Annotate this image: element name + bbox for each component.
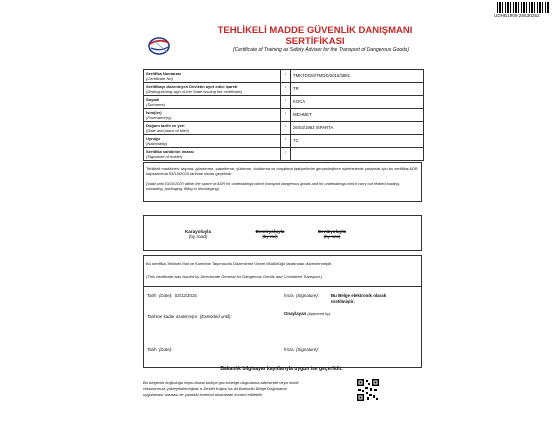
- field-colon: :: [281, 70, 291, 83]
- field-colon: :: [281, 135, 291, 148]
- transport-road: Karayoluyla (by road): [184, 229, 212, 239]
- field-label: İsim(ler) (Forename(s)): [144, 109, 281, 122]
- date-label: Tarih (Date): 03/12/2015: [147, 293, 197, 298]
- signature-label-2: İmza (Signature):: [284, 347, 319, 352]
- verification-text: Bu belgenin doğruluğu https://www.turkiye.gov.tr/belge-dogrulama adresinde veya mobil cihazlarınıza yükleyebileceğiniz e-Devlet Kapısı'na ait Barkodlu Belge Doğrulama uygulaması vasıtası ile yandaki karekod okutularak kontrol edilebilir: [143, 380, 299, 397]
- issuer-text-tr: Bu sertifika,Tehlikeli Mal ve Kombine Taşımacılık Düzenleme Genel Müdürlüğü tarafından düzenlenmiştir.: [146, 261, 333, 266]
- field-label: Soyadı (Surname): [144, 96, 281, 109]
- field-label: Uyruğu (Nationality): [144, 135, 281, 148]
- info-row: [144, 148, 424, 161]
- field-colon: :: [281, 148, 291, 161]
- field-label: Sertifika sahibinin imzası (Signature of holder): [144, 148, 281, 161]
- field-value: TC: [291, 135, 424, 148]
- validity-text-tr: Tehlikeli maddeleri; taşıma, gönderme, paketleme, yükleme, doldurma ve boşaltma faaliyetlerini gerçekleştiren işletmelerde çalışmak için,bu sertifika;ADR kapsamında 03/10/2020 tarihine kadar geçerlidir.: [146, 166, 418, 176]
- approved-by-label: Onaylayan (Approved by):: [284, 311, 332, 316]
- issue-date: 03/12/2015: [174, 293, 197, 298]
- field-colon: :: [281, 122, 291, 135]
- validity-box: [143, 162, 422, 202]
- transport-rail: Demiryoluyla (by rail): [255, 229, 285, 239]
- issuer-text-en: (This certificate was issued by Directorate General for Dangerous Goods and Combined Transport.): [146, 274, 323, 279]
- field-colon: :: [281, 83, 291, 96]
- barcode: [497, 2, 549, 13]
- field-value: 26/03/1983 ISPARTA: [291, 122, 424, 135]
- field-value: [291, 148, 424, 161]
- field-colon: :: [281, 109, 291, 122]
- transport-mode-box: [143, 215, 422, 251]
- subtitle: (Certificate of Training as Safety Adviser for the Transport of Dangerous Goods): [232, 47, 410, 53]
- validity-note: Bakanlık bilgisayar kayıtlarıyla uygun ise geçerlidir.: [220, 366, 343, 372]
- title-line-2: SERTİFİKASI: [285, 36, 345, 47]
- info-row: [144, 83, 424, 96]
- title-line-1: TEHLİKELİ MADDE GÜVENLİK DANIŞMANI: [217, 25, 413, 36]
- date-label-2: Tarih (Date):: [147, 347, 173, 352]
- extended-until-label: Tarihine kadar uzatılmıştır (Extended until):: [147, 314, 232, 319]
- info-row: [144, 70, 424, 83]
- qr-code-icon: [356, 378, 380, 402]
- info-row: [144, 135, 424, 148]
- transport-sea: Denizyoluyla (by sea): [317, 229, 347, 239]
- field-value: KOCA: [291, 96, 424, 109]
- field-value: MEHMET: [291, 109, 424, 122]
- validity-text-en: (Valid until 03/10/2020 within the space of ADR for undertakings which transport dangerous goods and for undertakings which carry out related loading, unloading, packaging, filling or discharging): [146, 182, 400, 191]
- field-value: TMKTDGM/TMGD/2015/3881: [291, 70, 424, 83]
- field-colon: :: [281, 96, 291, 109]
- electronic-note: Bu Belge elektronik olarak üretilmiştir.: [331, 293, 387, 304]
- signature-box: [143, 286, 422, 368]
- info-row: [144, 96, 424, 109]
- field-label: Sertifikayı düzenleyen Devletin ayırt edici işareti (Distinguishing sign of the State issuing the certificate): [144, 83, 281, 96]
- barcode-text: UDHB1909 26530252: [494, 13, 540, 18]
- field-value: TR: [291, 83, 424, 96]
- info-row: [144, 122, 424, 135]
- info-row: [144, 109, 424, 122]
- field-label: Doğum tarihi ve yeri (Date and place of birth): [144, 122, 281, 135]
- holder-info-table: [143, 69, 424, 161]
- field-label: Sertifika Numarası (Certificate No): [144, 70, 281, 83]
- signature-label: İmza (Signature):: [284, 293, 319, 298]
- issuer-box: [143, 255, 422, 287]
